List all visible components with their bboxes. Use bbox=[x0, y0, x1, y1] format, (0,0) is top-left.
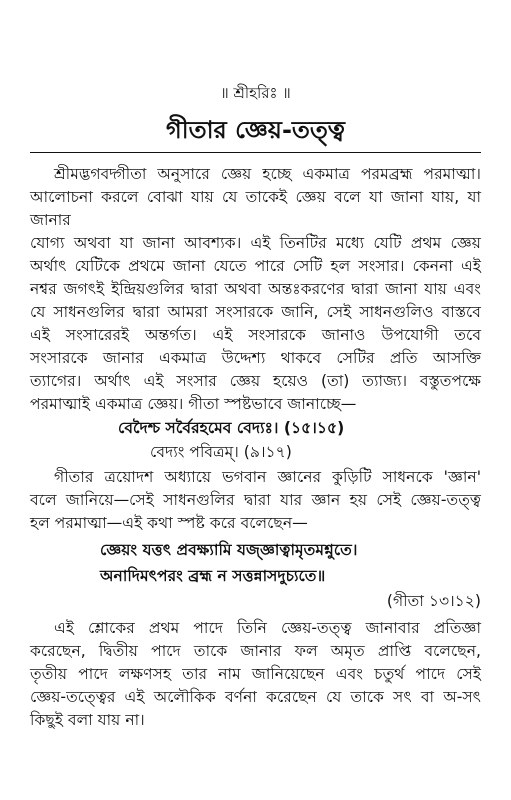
text-line: আলোচনা করলে বোঝা যায় যে তাকেই জ্ঞেয় বলে যা জানা যায়, যা জানার bbox=[30, 188, 481, 229]
verse-reference: (গীতা ১৩।১২) bbox=[386, 592, 481, 610]
text-line: নশ্বর জগৎই ইন্দ্রিয়গুলির দ্বারা অথবা অন্তঃকরণের দ্বারা জানা যায় এবং bbox=[30, 280, 481, 298]
text-line: যোগ্য অথবা যা জানা আবশ্যক। এই তিনটির মধ্যে যেটি প্রথম জ্ঞেয় bbox=[30, 234, 481, 252]
text-line: জ্ঞেয়-তত্ত্বের এই অলৌকিক বর্ণনা করেছেন যে তাকে সৎ বা অ-সৎ bbox=[30, 688, 481, 706]
page-title: গীতার জ্ঞেয়-তত্ত্ব bbox=[165, 116, 345, 144]
text-line: এই শ্লোকের প্রথম পাদে তিনি জ্ঞেয়-তত্ত্ব জানাবার প্রতিজ্ঞা bbox=[54, 619, 481, 637]
verse-quote-2: বেদ্যং পবিত্রম্। (৯।১৭) bbox=[150, 443, 292, 461]
text-line: পরমাত্মাই একমাত্র জ্ঞেয়। গীতা স্পষ্টভাবে জানাচ্ছে— bbox=[30, 395, 357, 413]
verse-line-1: জ্ঞেয়ং যত্তৎ প্রবক্ষ্যামি যজ্জ্ঞাত্বামৃতমশ্নুতে। bbox=[100, 541, 358, 559]
title-underline bbox=[30, 152, 481, 153]
text-line: যে সাধনগুলির দ্বারা আমরা সংসারকে জানি, সেই সাধনগুলিও বাস্তবে bbox=[30, 303, 481, 321]
text-line: অর্থাৎ যেটিকে প্রথমে জানা যেতে পারে সেটি হল সংসার। কেননা এই bbox=[30, 257, 481, 275]
paragraph-2 bbox=[30, 466, 481, 535]
paragraph-1 bbox=[30, 163, 481, 416]
text-line: বলে জানিয়ে—সেই সাধনগুলির দ্বারা যার জ্ঞান হয় সেই জ্ঞেয়-তত্ত্ব bbox=[30, 491, 481, 509]
text-line: ত্যাগের। অর্থাৎ এই সংসার জ্ঞেয় হয়েও (তা) ত্যাজ্য। বস্তুতপক্ষে bbox=[30, 372, 481, 390]
document-page bbox=[30, 80, 481, 732]
text-line: শ্রীমদ্ভগবদ্গীতা অনুসারে জ্ঞেয় হচ্ছে একমাত্র পরমব্রহ্ম পরমাত্মা। bbox=[54, 165, 481, 183]
text-line: গীতার ত্রয়োদশ অধ্যায়ে ভগবান জ্ঞানের কুড়িটি সাধনকে 'জ্ঞান' bbox=[54, 468, 481, 486]
text-line: কিছুই বলা যায় না। bbox=[30, 711, 145, 729]
verse-quote-1: বেদৈশ্চ সর্বৈরহমেব বেদ্যঃ। (১৫।১৫) bbox=[118, 419, 345, 437]
text-line: এই সংসারেরই অন্তর্গত। এই সংসারকে জানাও উপযোগী তবে bbox=[30, 326, 481, 344]
text-line: তৃতীয় পাদে লক্ষণসহ তার নাম জানিয়েছেন এবং চতুর্থ পাদে সেই bbox=[30, 665, 481, 683]
verse-line-2: অনাদিমৎপরং ব্রহ্ম ন সত্তন্নাসদুচ্যতে॥ bbox=[100, 567, 326, 585]
invocation-heading: ॥ শ্রীহরিঃ ॥ bbox=[220, 84, 291, 102]
text-line: করেছেন, দ্বিতীয় পাদে তাকে জানার ফল অমৃত প্রাপ্তি বলেছেন, bbox=[30, 642, 481, 660]
paragraph-3 bbox=[30, 617, 481, 732]
text-line: হল পরমাত্মা—এই কথা স্পষ্ট করে বলেছেন— bbox=[30, 514, 308, 532]
text-line: সংসারকে জানার একমাত্র উদ্দেশ্য থাকবে সেটির প্রতি আসক্তি bbox=[30, 349, 481, 367]
